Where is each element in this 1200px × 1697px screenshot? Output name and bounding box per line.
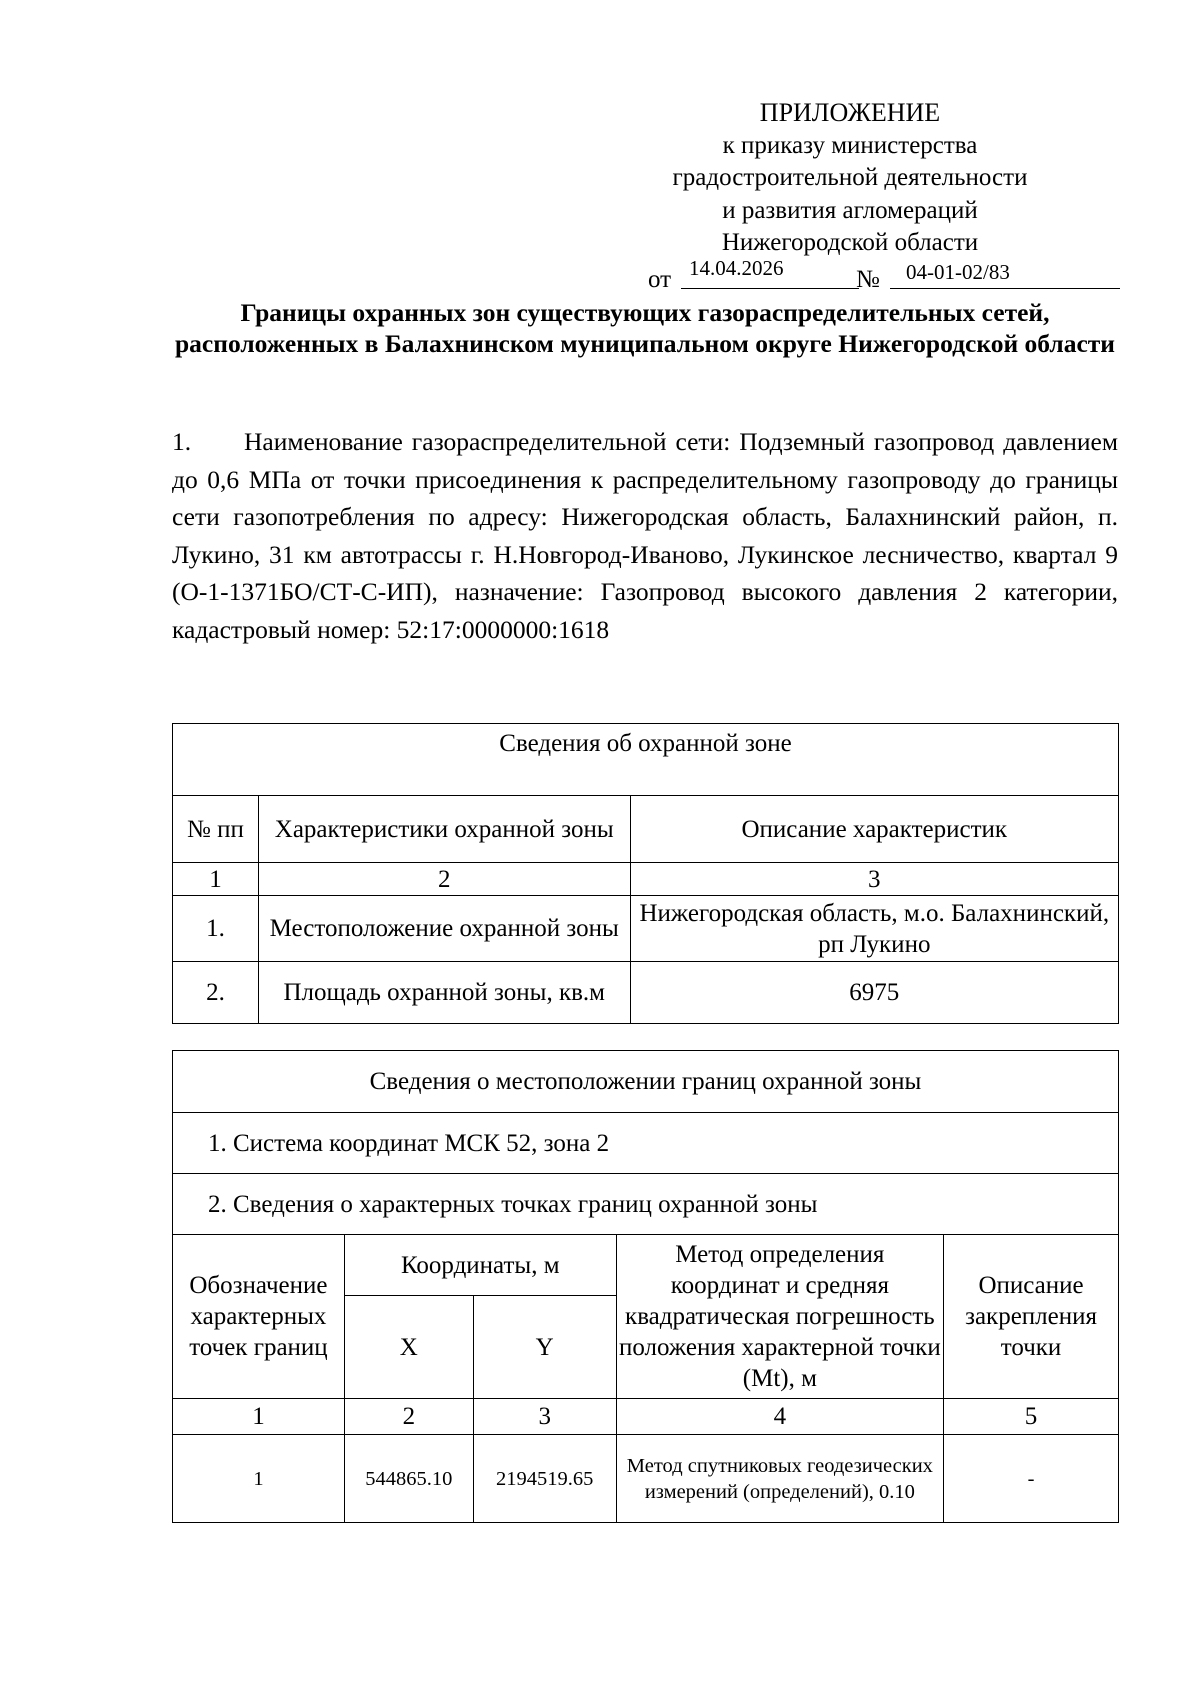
column-number: 2 [258, 863, 630, 896]
column-number: 1 [173, 1399, 345, 1435]
column-header: № пп [173, 796, 259, 863]
column-header-coordinates: Координаты, м [344, 1235, 616, 1296]
item-text: Наименование газораспределительной сети: Подземный газопровод давлением до 0,6 МПа от точки присоединения к распределительному газопроводу до границы сети газопотребления по адресу: Нижегородская область, Балахнинский район, п. Лукино, 31 км автотрассы г. Н.Новгород-Иваново, Лукинское лесничество, квартал 9 (О-1-1371БО/СТ-С-ИП), назначение: Газопровод высокого давления 2 категории, кадастровый номер: 52:17:0000000:1618 [172, 427, 1118, 644]
protection-zone-table [172, 723, 1119, 1024]
table-row [173, 962, 1119, 1024]
item-number: 1. [172, 427, 192, 456]
row-number: 1. [173, 896, 259, 962]
column-header: Описание характеристик [630, 796, 1118, 863]
method-value: Метод спутниковых геодезических измерений (определений), 0.10 [616, 1435, 943, 1523]
column-header-method: Метод определения координат и средняя квадратическая погрешность положения характерной точки (Mt), м [616, 1235, 943, 1399]
point-label: 1 [173, 1435, 345, 1523]
characteristic-name: Местоположение охранной зоны [258, 896, 630, 962]
column-number: 5 [944, 1399, 1119, 1435]
characteristic-value: 6975 [630, 962, 1118, 1024]
appendix-line: и развития агломераций [722, 196, 978, 224]
row-number: 2. [173, 962, 259, 1024]
appendix-header [600, 97, 1100, 260]
appendix-line: Нижегородской области [721, 229, 979, 256]
number-prefix: № [856, 266, 880, 293]
column-header-description: Описание закрепления точки [944, 1235, 1119, 1399]
table-row [173, 1435, 1119, 1523]
appendix-line: градостроительной деятельности [672, 164, 1028, 191]
coordinate-y: 2194519.65 [473, 1435, 616, 1523]
column-number: 3 [473, 1399, 616, 1435]
appendix-title: ПРИЛОЖЕНИЕ [759, 98, 941, 127]
order-date: 14.04.2026 [681, 256, 859, 289]
characteristic-value: Нижегородская область, м.о. Балахнинский, рп Лукино [630, 896, 1118, 962]
coordinate-x: 544865.10 [344, 1435, 473, 1523]
table-row [173, 896, 1119, 962]
network-description [172, 423, 1118, 648]
table-caption: Сведения об охранной зоне [173, 724, 1119, 796]
column-header-point: Обозначение характерных точек границ [173, 1235, 345, 1399]
order-number: 04-01-02/83 [890, 260, 1120, 289]
column-header-x: X [344, 1296, 473, 1399]
document-title: Границы охранных зон существующих газораспределительных сетей, расположенных в Балахнинском муниципальном округе Нижегородской области [175, 298, 1115, 358]
boundary-points-table [172, 1050, 1119, 1523]
column-header-y: Y [473, 1296, 616, 1399]
column-number: 1 [173, 863, 259, 896]
date-prefix: от [648, 266, 672, 293]
column-header: Характеристики охранной зоны [258, 796, 630, 863]
points-section-title: 2. Сведения о характерных точках границ охранной зоны [173, 1174, 1119, 1235]
column-number: 4 [616, 1399, 943, 1435]
coordinate-system: 1. Система координат МСК 52, зона 2 [173, 1113, 1119, 1174]
column-number: 3 [630, 863, 1118, 896]
appendix-date-number [648, 258, 1120, 298]
appendix-line: к приказу министерства [722, 131, 978, 159]
table-caption: Сведения о местоположении границ охранной зоны [173, 1051, 1119, 1113]
characteristic-name: Площадь охранной зоны, кв.м [258, 962, 630, 1024]
column-number: 2 [344, 1399, 473, 1435]
fixation-description: - [944, 1435, 1119, 1523]
